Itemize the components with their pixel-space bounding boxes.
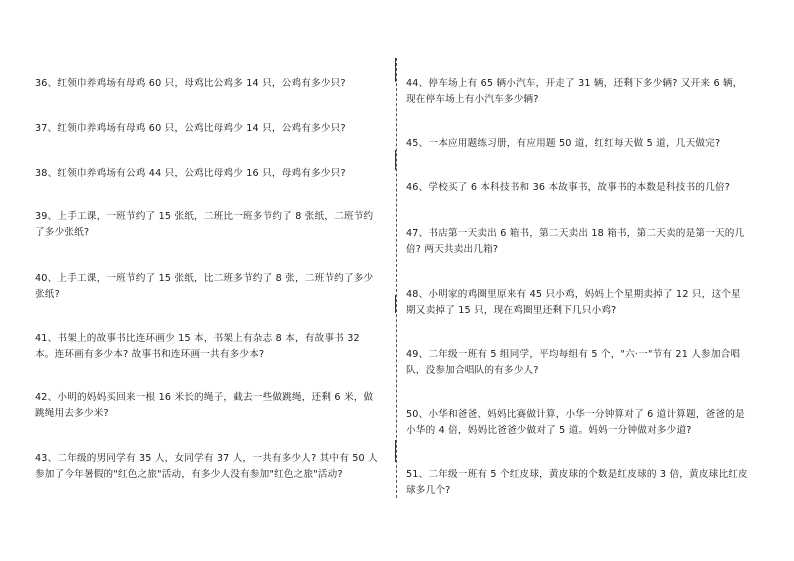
problem-48: 48、小明家的鸡圈里原来有 45 只小鸡，妈妈上个星期卖掉了 12 只，这个星期又卖掉了 15 只，现在鸡圈里还剩下几只小鸡? [406,289,741,316]
problem-50: 50、小华和爸爸、妈妈比赛做计算，小华一分钟算对了 6 道计算题，爸爸的是小华的 4 倍，妈妈比爸爸少做对了 5 道。妈妈一分钟做对多少道? [406,409,745,436]
column-divider-segment [395,58,396,82]
problem-37: 37、红领巾养鸡场有母鸡 60 只，公鸡比母鸡少 14 只，公鸡有多少只? [35,123,346,134]
problem-45: 45、一本应用题练习册，有应用题 50 道，红红每天做 5 道，几天做完? [406,138,721,149]
problem-43: 43、二年级的男同学有 35 人，女同学有 37 人，一共有多少人? 其中有 50 人参加了今年暑假的"红色之旅"活动，有多少人没有参加"红色之旅"活动? [35,453,378,480]
problem-44: 44、停车场上有 65 辆小汽车，开走了 31 辆，还剩下多少辆? 又开来 6 辆，现在停车场上有小汽车多少辆? [406,78,743,105]
problem-49: 49、二年级一班有 5 组同学，平均每组有 5 个，"六·一"节有 21 人参加合唱队，没参加合唱队的有多少人? [406,349,741,376]
problem-36: 36、红领巾养鸡场有母鸡 60 只，母鸡比公鸡多 14 只，公鸡有多少只? [35,78,346,89]
problem-38: 38、红领巾养鸡场有公鸡 44 只，公鸡比母鸡少 16 只，母鸡有多少只? [35,168,346,179]
column-divider-segment [395,440,396,462]
column-divider [396,58,397,498]
problem-51: 51、二年级一班有 5 个红皮球，黄皮球的个数是红皮球的 3 倍，黄皮球比红皮球多几个? [406,469,748,496]
problem-42: 42、小明的妈妈买回来一根 16 米长的绳子，截去一些做跳绳，还剩 6 米，做跳绳用去多少米? [35,392,374,419]
column-divider-segment [395,150,396,170]
problem-41: 41、书架上的故事书比连环画少 15 本，书架上有杂志 8 本，有故事书 32 本。连环画有多少本? 故事书和连环画一共有多少本? [35,333,360,360]
problem-46: 46、学校买了 6 本科技书和 36 本故事书，故事书的本数是科技书的几倍? [406,182,731,193]
column-divider-segment [395,295,396,313]
problem-47: 47、书店第一天卖出 6 箱书，第二天卖出 18 箱书，第二天卖的是第一天的几倍? 两天共卖出几箱? [406,228,745,255]
problem-39: 39、上手工课，一班节约了 15 张纸，二班比一班多节约了 8 张纸，二班节约了多少张纸? [35,211,374,238]
problem-40: 40、上手工课，一班节约了 15 张纸，比二班多节约了 8 张，二班节约了多少张纸? [35,273,374,300]
